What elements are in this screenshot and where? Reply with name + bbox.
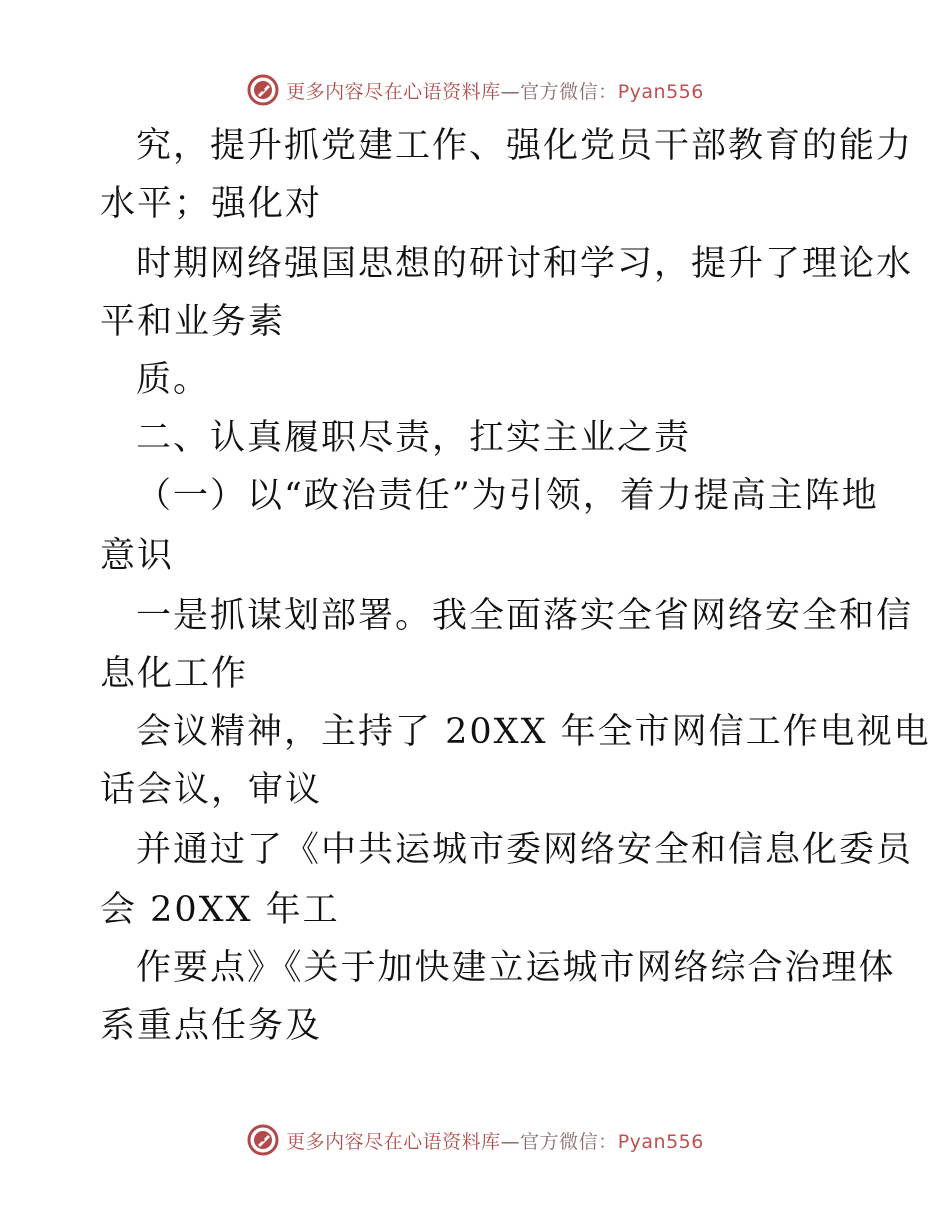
text-line: 究，提升抓党建工作、强化党员干部教育的能力 bbox=[136, 126, 914, 166]
footer-watermark bbox=[0, 1120, 950, 1160]
watermark-official-label: 官方微信： bbox=[520, 80, 618, 103]
text-line: 话会议，审议 bbox=[100, 770, 323, 810]
subsection-heading: （一）以“政治责任”为引领，着力提高主阵地 bbox=[136, 476, 879, 516]
pen-nib-circle-icon bbox=[246, 73, 280, 107]
text-line: 时期网络强国思想的研讨和学习，提升了理论水 bbox=[136, 244, 914, 284]
text-line: 质。 bbox=[136, 360, 211, 400]
watermark-text bbox=[286, 1127, 704, 1154]
text-line: 平和业务素 bbox=[100, 302, 286, 342]
text-line: 意识 bbox=[100, 536, 175, 576]
text-line: 一是抓谋划部署。我全面落实全省网络安全和信 bbox=[136, 596, 914, 636]
watermark-dash: — bbox=[500, 80, 521, 103]
text-line: 并通过了《中共运城市委网络安全和信息化委员 bbox=[136, 830, 914, 870]
watermark-dash: — bbox=[500, 1130, 521, 1153]
watermark-wechat-id: Pyan556 bbox=[617, 1130, 704, 1153]
watermark-official-label: 官方微信： bbox=[520, 1130, 618, 1153]
watermark-brand: 更多内容尽在心语资料库 bbox=[286, 1130, 501, 1153]
text-line: 息化工作 bbox=[100, 654, 249, 694]
text-line: 会 20XX 年工 bbox=[100, 890, 340, 930]
text-line: 水平；强化对 bbox=[100, 184, 323, 224]
pen-nib-circle-icon bbox=[246, 1123, 280, 1157]
section-heading: 二、认真履职尽责，扛实主业之责 bbox=[136, 418, 692, 458]
header-watermark bbox=[0, 70, 950, 110]
watermark-wechat-id: Pyan556 bbox=[617, 80, 704, 103]
watermark-text bbox=[286, 77, 704, 104]
text-line: 作要点》《关于加快建立运城市网络综合治理体 bbox=[136, 948, 896, 988]
text-line: 会议精神，主持了 20XX 年全市网信工作电视电 bbox=[136, 712, 931, 752]
watermark-brand: 更多内容尽在心语资料库 bbox=[286, 80, 501, 103]
text-line: 系重点任务及 bbox=[100, 1006, 323, 1046]
